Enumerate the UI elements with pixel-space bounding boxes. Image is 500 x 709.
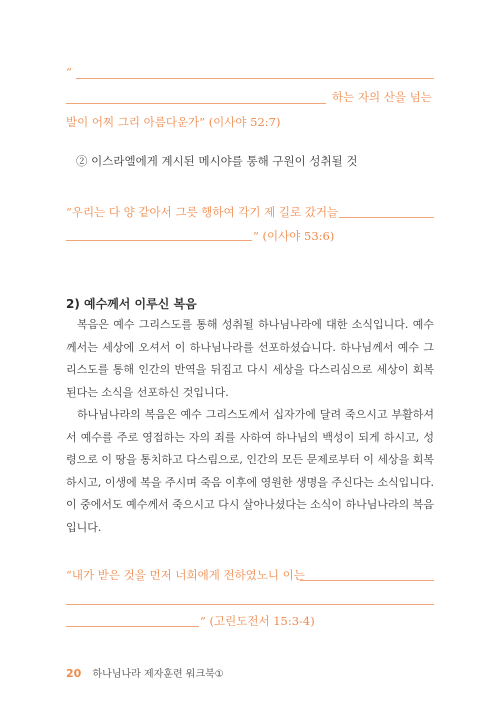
quote2-blank-1	[339, 217, 434, 218]
point-2: ② 이스라엘에게 계시된 메시야를 통해 구원이 성취될 것	[76, 154, 358, 168]
quote1-line2-tail: 하는 자의 산을 넘는	[332, 90, 432, 104]
quote3-line3-tail: ” (고린도전서 15:3-4)	[200, 614, 315, 628]
quote2-line2-tail: ” (이사야 53:6)	[253, 229, 335, 243]
book-title: 하나님나라 제자훈련 워크북①	[92, 669, 224, 680]
quote1-line2	[332, 88, 442, 107]
paragraph-2: 하나님나라의 복음은 예수 그리스도께서 십자가에 달려 죽으시고 부활하셔서 예수를 주로 영접하는 자의 죄를 사하여 하나님의 백성이 되게 하시고, 성령으로 이 땅을 통치하고 다스림으로, 인간의 모든 문제로부터 이 세상을 회복하시고, 이생에 복을 주시며 죽음 이후에 영원한 생명을 주신다는 소식입니다. 이 중에서도 예수께서 죽으시고 다시 살아나셨다는 소식이 하나님나라의 복음입니다.	[66, 408, 435, 534]
page-footer	[66, 665, 224, 680]
quote3-line1-head: “내가 받은 것을 먼저 너희에게 전하였노니 이는	[66, 568, 305, 582]
page-number: 20	[66, 667, 82, 680]
quote3-blank-1	[300, 580, 434, 581]
quote2-line1-head: “우리는 다 양 같아서 그릇 행하여 각기 제 길로 갔거늘	[66, 205, 339, 219]
quote3-blank-2	[66, 604, 434, 605]
paragraph-1: 복음은 예수 그리스도를 통해 성취될 하나님나라에 대한 소식입니다. 예수께서는 세상에 오셔서 이 하나님나라를 선포하셨습니다. 하나님께서 예수 그리스도를 통해 인간의 반역을 뒤집고 다시 세상을 다스리심으로 세상이 회복된다는 소식을 선포하신 것입니다.	[66, 318, 434, 399]
quote1-line1	[66, 63, 434, 82]
quote1-blank-2	[66, 103, 326, 104]
quote1-blank-1	[76, 78, 434, 79]
section-title: 2) 예수께서 이루신 복음	[66, 297, 197, 311]
quote2-blank-2	[66, 240, 252, 241]
quote3-blank-3	[66, 626, 199, 627]
quote1-open-mark: “	[66, 65, 72, 79]
quote1-line3: 발이 어찌 그리 아름다운가” (이사야 52:7)	[66, 115, 281, 129]
